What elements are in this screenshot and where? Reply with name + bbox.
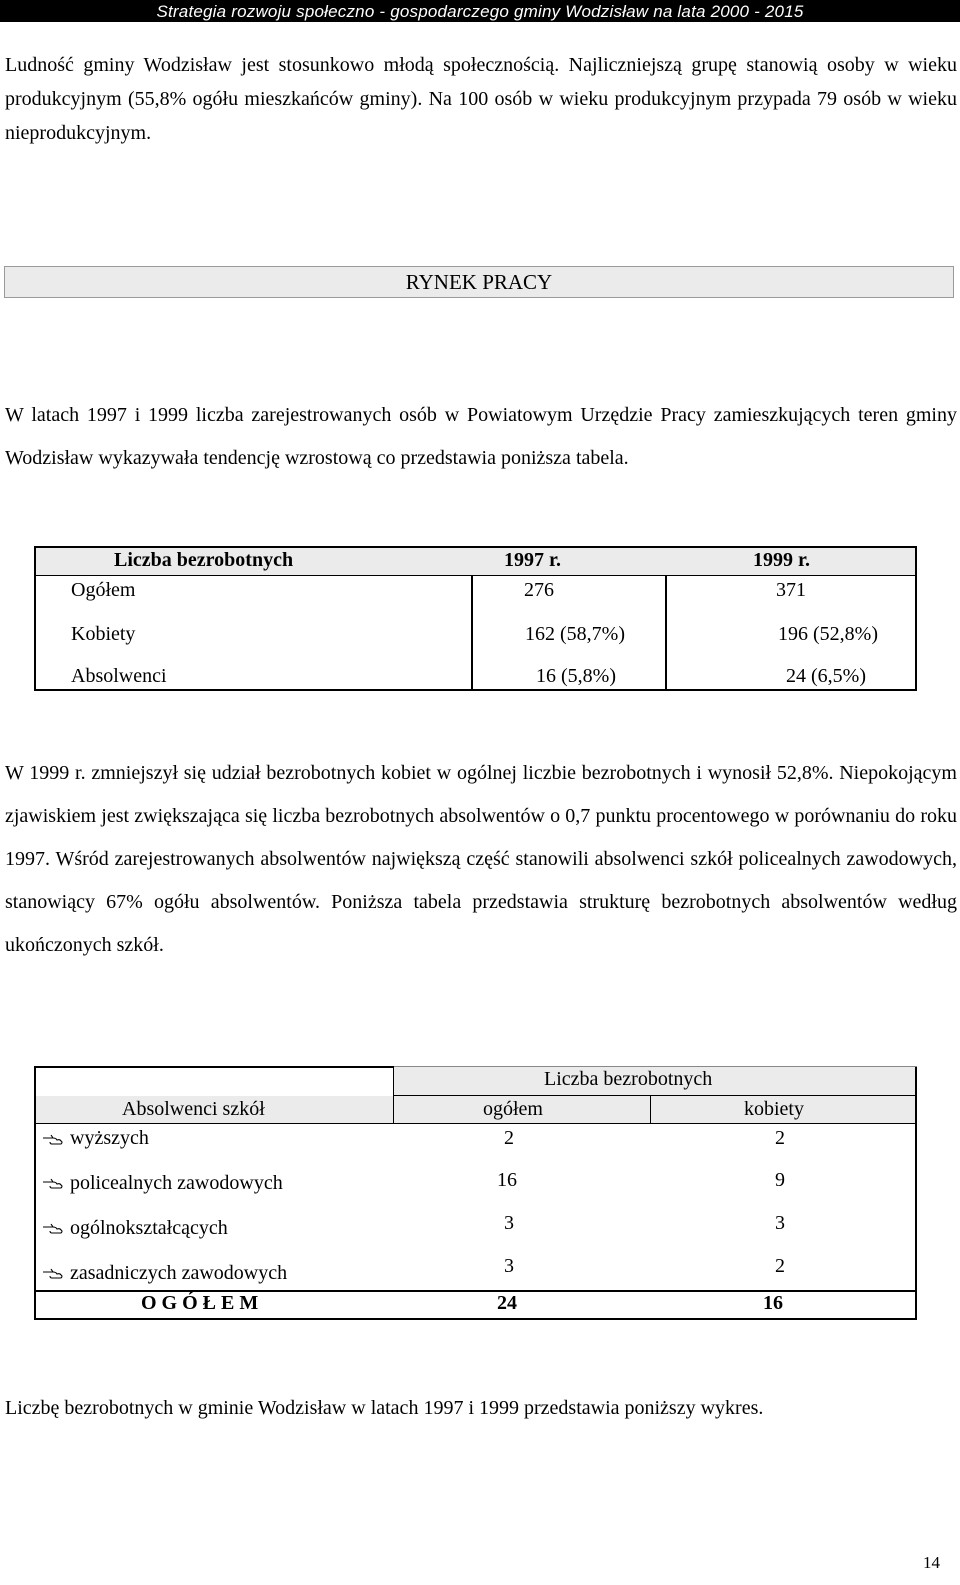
graduates-table bbox=[34, 1066, 917, 1320]
header-total: ogółem bbox=[483, 1098, 543, 1120]
school-total: 2 bbox=[504, 1127, 514, 1149]
column-divider bbox=[471, 576, 473, 689]
header-year-1999: 1999 r. bbox=[753, 549, 811, 571]
labour-paragraph: W latach 1997 i 1999 liczba zarejestrowanych osób w Powiatowym Urzędzie Pracy zamieszkujących teren gminy Wodzisław wykazywała tendencję wzrostową co przedstawia poniższa tabela. bbox=[5, 404, 957, 469]
summary-label: O G Ó Ł E M bbox=[141, 1292, 259, 1314]
header-schools: Absolwenci szkół bbox=[122, 1098, 265, 1120]
header-bottom-line bbox=[34, 1123, 917, 1124]
pointing-hand-icon bbox=[42, 1267, 64, 1281]
row-value-1999: 196 (52,8%) bbox=[778, 623, 878, 645]
row-label: Ogółem bbox=[71, 579, 136, 601]
summary-total: 24 bbox=[497, 1292, 517, 1314]
header-women: kobiety bbox=[744, 1098, 804, 1120]
document-title: Strategia rozwoju społeczno - gospodarczego gminy Wodzisław na lata 2000 - 2015 bbox=[156, 2, 804, 21]
school-label: zasadniczych zawodowych bbox=[70, 1262, 288, 1284]
school-label: ogólnokształcących bbox=[70, 1217, 228, 1239]
header-divider-vertical bbox=[393, 1066, 394, 1124]
school-women: 2 bbox=[775, 1255, 785, 1277]
row-value-1997: 162 (58,7%) bbox=[525, 623, 625, 645]
school-total: 3 bbox=[504, 1255, 514, 1277]
header-unemployed-count: Liczba bezrobotnych bbox=[114, 549, 294, 571]
pointing-hand-icon bbox=[42, 1177, 64, 1191]
document-header bbox=[0, 0, 960, 22]
section-heading-bar bbox=[4, 266, 954, 298]
section-title: RYNEK PRACY bbox=[405, 270, 553, 294]
row-value-1999: 371 bbox=[776, 579, 806, 601]
intro-paragraph: Ludność gminy Wodzisław jest stosunkowo młodą społecznością. Najliczniejszą grupę stanowią osoby w wieku produkcyjnym (55,8% ogółu mieszkańców gminy). Na 100 osób w wieku produkcyjnym przypada 79 osób w wieku nieprodukcyjnym. bbox=[5, 54, 957, 144]
pointing-hand-icon bbox=[42, 1222, 64, 1236]
school-women: 2 bbox=[775, 1127, 785, 1149]
row-value-1999: 24 (6,5%) bbox=[786, 665, 866, 687]
row-value-1997: 16 (5,8%) bbox=[536, 665, 616, 687]
header-group-label: Liczba bezrobotnych bbox=[544, 1068, 713, 1090]
header-divider-line bbox=[394, 1095, 917, 1096]
header-year-1997: 1997 r. bbox=[504, 549, 562, 571]
school-total: 3 bbox=[504, 1212, 514, 1234]
row-label: Absolwenci bbox=[71, 665, 167, 687]
row-value-1997: 276 bbox=[524, 579, 554, 601]
school-women: 3 bbox=[775, 1212, 785, 1234]
unemployed-table bbox=[34, 546, 917, 691]
school-label: policealnych zawodowych bbox=[70, 1172, 283, 1194]
column-divider bbox=[665, 576, 667, 689]
pointing-hand-icon bbox=[42, 1133, 64, 1147]
school-total: 16 bbox=[497, 1169, 517, 1191]
header-top-line bbox=[394, 1066, 917, 1067]
chart-intro-paragraph: Liczbę bezrobotnych w gminie Wodzisław w latach 1997 i 1999 przedstawia poniższy wykres. bbox=[5, 1397, 764, 1419]
decline-paragraph: W 1999 r. zmniejszył się udział bezrobotnych kobiet w ogólnej liczbie bezrobotnych i wynosił 52,8%. Niepokojącym zjawiskiem jest zwiększająca się liczba bezrobotnych absolwentów o 0,7 punktu procentowego w porównaniu do roku 1997. Wśród zarejestrowanych absolwentów największą część stanowili absolwenci szkół policealnych zawodowych, stanowiący 67% ogółu absolwentów. Poniższa tabela przedstawia strukturę bezrobotnych absolwentów według ukończonych szkół. bbox=[5, 762, 957, 956]
header-top-line bbox=[34, 1066, 394, 1068]
summary-women: 16 bbox=[763, 1292, 783, 1314]
page-number: 14 bbox=[923, 1553, 940, 1572]
header-divider-vertical bbox=[650, 1095, 651, 1124]
school-label: wyższych bbox=[70, 1127, 149, 1149]
school-women: 9 bbox=[775, 1169, 785, 1191]
row-label: Kobiety bbox=[71, 623, 136, 645]
